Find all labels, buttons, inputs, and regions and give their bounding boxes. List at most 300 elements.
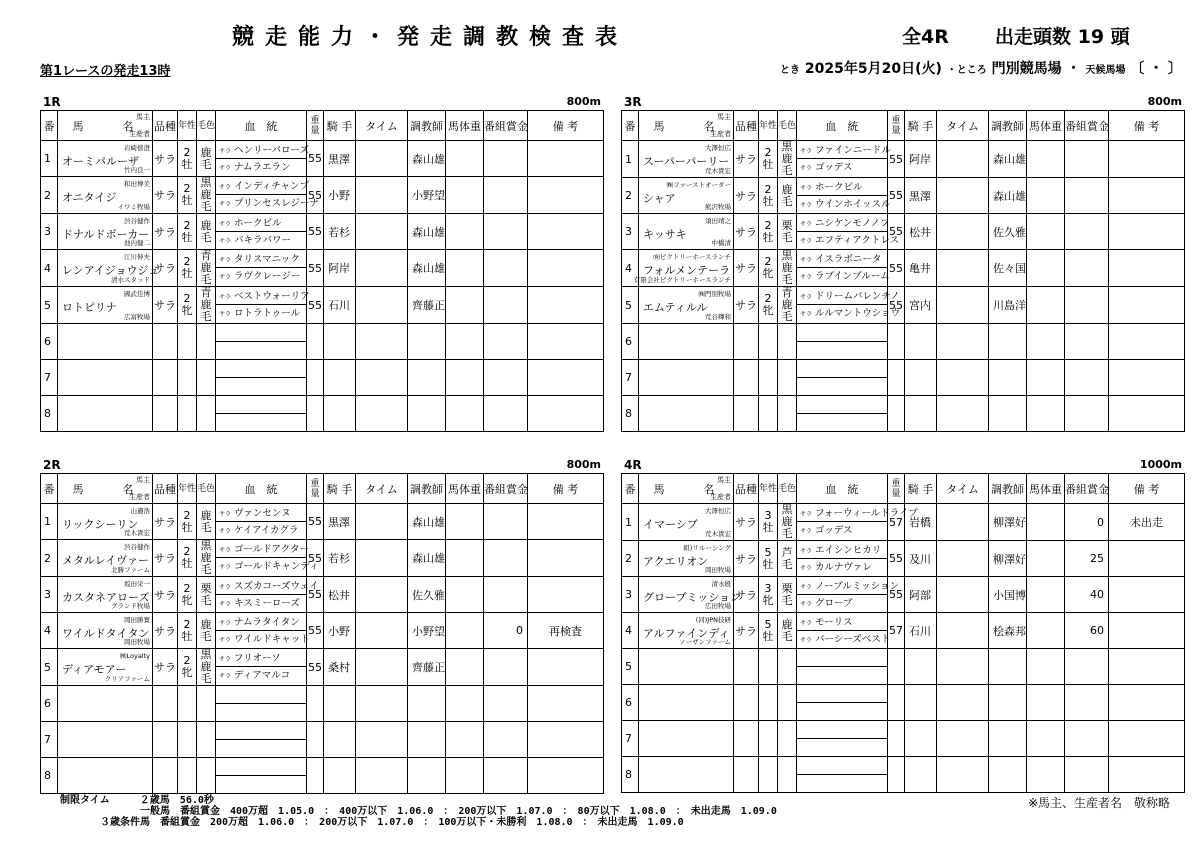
col-no: 番 — [41, 111, 58, 141]
table-row — [41, 722, 604, 758]
breeder-name: 荒木貴宏 — [705, 530, 731, 538]
trainer — [408, 686, 446, 722]
pedigree — [216, 396, 307, 432]
sex: 牡 — [181, 520, 193, 534]
post-number: 5 — [41, 649, 58, 686]
table-row — [41, 577, 604, 613]
table-row — [41, 214, 604, 250]
owner-name: 須田靖之 — [705, 217, 731, 225]
sex: 牡 — [762, 521, 774, 534]
sire-name: エイシンヒカリ — [815, 544, 882, 556]
table-row — [41, 324, 604, 360]
jockey: 松井 — [324, 577, 356, 613]
owner-name: 渋谷健作 — [124, 543, 150, 551]
prize — [484, 504, 528, 540]
col-breeder: 生産者 — [710, 130, 731, 138]
col-prize: 番組賞金 — [1065, 111, 1109, 141]
dam-line — [216, 595, 306, 612]
sire-breed: サラ — [800, 294, 813, 301]
sire-name: ゴールドアクター — [234, 544, 310, 555]
dam-name: ルルマントウショウ — [815, 308, 901, 319]
time-cell — [937, 541, 989, 577]
age-sex — [178, 396, 197, 432]
carried-weight: 55 — [307, 287, 324, 324]
date-label: とき — [780, 65, 800, 76]
owner-name: 岩崎僖澄 — [124, 144, 150, 152]
remark — [1109, 757, 1185, 793]
horse-name: オーミパルーザ — [62, 155, 139, 168]
remark — [528, 686, 604, 722]
remark — [528, 396, 604, 432]
sire-line — [216, 578, 319, 595]
col-breed: 品種 — [153, 111, 178, 141]
horse-cell — [58, 360, 153, 396]
carried-weight — [307, 722, 324, 758]
race-number: 1R — [43, 95, 61, 109]
carried-weight — [888, 360, 905, 396]
body-weight-cell — [446, 758, 484, 794]
prize — [484, 141, 528, 177]
time-cell — [937, 141, 989, 178]
sire-breed: サラ — [800, 257, 813, 264]
trainer: 齊藤正 — [408, 287, 446, 324]
coat-color — [778, 685, 797, 721]
body-weight-cell — [446, 177, 484, 214]
carried-weight — [307, 758, 324, 794]
dam-line — [216, 704, 306, 721]
breeder-name: 荒谷輝和 — [705, 313, 731, 321]
carried-weight — [888, 649, 905, 685]
pedigree — [797, 721, 888, 757]
race-number: 2R — [43, 458, 61, 472]
dam-name: ウインホイッスル — [815, 198, 891, 210]
col-horse — [639, 111, 734, 141]
table-row — [622, 214, 1185, 250]
dam-breed: サラ — [219, 564, 232, 571]
time-cell — [356, 686, 408, 722]
dam-line — [216, 378, 306, 395]
table-header — [41, 111, 604, 141]
sire-name: イスラボニータ — [815, 254, 882, 265]
body-weight-cell — [446, 649, 484, 686]
trainer: 森山雄 — [989, 178, 1027, 214]
body-weight-cell — [1027, 504, 1065, 541]
breed: サラ — [734, 504, 759, 541]
trainer: 森山雄 — [408, 214, 446, 250]
pedigree — [216, 141, 310, 177]
jockey: 阿部 — [905, 577, 937, 613]
breed: サラ — [734, 577, 759, 613]
breed: サラ — [153, 649, 178, 686]
age-sex — [178, 758, 197, 794]
age-sex — [178, 177, 197, 214]
jockey — [905, 649, 937, 685]
owner-name: 大澤恒広 — [705, 144, 731, 152]
race-header — [40, 94, 603, 110]
horse-name: イマーシブ — [643, 518, 698, 531]
sire-name: タリスマニック — [234, 254, 300, 265]
trainer: 森山雄 — [408, 141, 446, 177]
horse-cell — [639, 685, 734, 721]
pedigree — [797, 250, 888, 287]
body-weight-cell — [446, 214, 484, 250]
breed: サラ — [153, 214, 178, 250]
pedigree — [216, 214, 307, 250]
carried-weight: 57 — [888, 504, 905, 541]
col-time: タイム — [356, 474, 408, 504]
jockey: 石川 — [905, 613, 937, 649]
time-cell — [356, 577, 408, 613]
carried-weight: 55 — [307, 250, 324, 287]
remark — [1109, 287, 1185, 324]
post-number: 2 — [41, 540, 58, 577]
col-breed: 品種 — [734, 111, 759, 141]
table-row — [41, 649, 604, 686]
sex: 牡 — [181, 557, 193, 570]
horse-name: リックシーリン — [62, 518, 139, 531]
trainer: 柳澤好 — [989, 541, 1027, 577]
sire-breed: サラ — [800, 220, 813, 228]
trainer — [408, 722, 446, 758]
horse-cell — [639, 504, 734, 541]
coat-color: 青鹿毛 — [197, 287, 216, 324]
remark — [1109, 360, 1185, 396]
total-races: 全4R — [902, 26, 949, 48]
post-number: 8 — [41, 396, 58, 432]
age-sex — [178, 324, 197, 360]
dam-line — [216, 414, 306, 431]
race-header — [621, 457, 1184, 473]
breed: サラ — [153, 577, 178, 613]
sire-line — [216, 759, 306, 776]
age: 2 — [183, 218, 191, 232]
dam-breed: サラ — [219, 237, 232, 245]
sire-line — [797, 722, 887, 739]
coat-color: 黒鹿毛 — [197, 177, 216, 214]
table-row — [622, 757, 1185, 793]
table-row — [622, 541, 1185, 577]
horse-cell — [58, 758, 153, 794]
sire-line — [797, 758, 887, 775]
carried-weight — [307, 396, 324, 432]
post-number: 3 — [41, 577, 58, 613]
dam-name: ゴッデス — [815, 525, 853, 536]
sire-line — [797, 361, 887, 378]
jockey — [905, 721, 937, 757]
coat-color: 青鹿毛 — [778, 287, 797, 324]
dam-line — [797, 196, 891, 213]
sire-name: スズカコーズウェイ — [234, 580, 319, 592]
col-trainer: 調教師 — [408, 474, 446, 504]
time-cell — [937, 757, 989, 793]
sire-name: ナムラタイタン — [234, 616, 300, 628]
remark — [528, 758, 604, 794]
age-sex — [759, 178, 778, 214]
col-jockey: 騎 手 — [324, 111, 356, 141]
table-row — [622, 250, 1185, 287]
sire-name: ベストウォーリア — [234, 291, 310, 302]
sire-breed: サラ — [219, 583, 232, 591]
col-prize: 番組賞金 — [1065, 474, 1109, 504]
breed: サラ — [153, 540, 178, 577]
breed: サラ — [734, 613, 759, 649]
horse-cell — [58, 504, 153, 540]
remark — [528, 177, 604, 214]
body-weight-cell — [1027, 541, 1065, 577]
horse-name: ワイルドタイタン — [62, 627, 150, 640]
jockey — [324, 686, 356, 722]
body-weight-cell — [1027, 649, 1065, 685]
coat-color — [197, 324, 216, 360]
horse-cell — [58, 396, 153, 432]
breed — [153, 324, 178, 360]
breeder-name: 荒木貴宏 — [124, 529, 150, 537]
breed: サラ — [734, 287, 759, 324]
horse-cell — [58, 250, 160, 287]
table-row — [622, 504, 1185, 541]
table-row — [622, 287, 1185, 324]
coat-color — [778, 360, 797, 396]
owner-name: 岡田勝實 — [124, 616, 150, 624]
table-row — [41, 250, 604, 287]
age: 5 — [764, 545, 772, 559]
dam-name: パーシーズベスト — [815, 633, 891, 645]
coat-color: 栗毛 — [197, 577, 216, 613]
table-row — [622, 721, 1185, 757]
time-cell — [937, 178, 989, 214]
sire-breed: サラ — [219, 547, 232, 554]
sire-line — [216, 142, 310, 159]
age-sex — [178, 504, 197, 540]
body-weight-cell — [446, 250, 484, 287]
table-row — [41, 613, 604, 649]
breed: サラ — [153, 250, 178, 287]
jockey — [324, 396, 356, 432]
sire-name: ホークビル — [234, 217, 282, 229]
coat-color — [778, 757, 797, 793]
race-header — [621, 94, 1184, 110]
dam-name: プリンセスレジーナ — [234, 198, 319, 209]
race-number: 3R — [624, 95, 642, 109]
jockey — [905, 757, 937, 793]
age-sex — [178, 540, 197, 577]
prize — [484, 177, 528, 214]
body-weight-cell — [1027, 287, 1065, 324]
table-row — [622, 649, 1185, 685]
sire-line — [797, 288, 900, 305]
carried-weight: 55 — [888, 214, 905, 250]
col-prize: 番組賞金 — [484, 111, 528, 141]
trainer: 柳澤好 — [989, 504, 1027, 541]
col-horse — [639, 474, 734, 504]
breed — [734, 685, 759, 721]
horse-name: メタルレイヴァー — [62, 554, 150, 567]
body-weight-cell — [1027, 613, 1065, 649]
sex: 牝 — [181, 304, 193, 317]
time-cell — [356, 177, 408, 214]
prize — [1065, 141, 1109, 178]
post-number: 6 — [622, 685, 639, 721]
post-number: 3 — [41, 214, 58, 250]
sire-line — [797, 325, 887, 342]
coat-color: 青鹿毛 — [197, 250, 216, 287]
prize — [1065, 685, 1109, 721]
prize: 0 — [484, 613, 528, 649]
coat-color — [778, 649, 797, 685]
col-trainer: 調教師 — [408, 111, 446, 141]
breeder-name: クリアファーム — [104, 675, 150, 683]
body-weight-cell — [1027, 141, 1065, 178]
breed: サラ — [153, 141, 178, 177]
jockey: 若杉 — [324, 540, 356, 577]
dam-breed: サラ — [800, 274, 813, 281]
time-cell — [356, 360, 408, 396]
col-blood: 血 統 — [797, 111, 888, 141]
jockey: 若杉 — [324, 214, 356, 250]
sire-line — [797, 251, 887, 268]
horse-cell — [639, 214, 734, 250]
body-weight-cell — [446, 613, 484, 649]
time-limit-line: 制限タイム ２歳馬 56.0秒 — [60, 795, 214, 806]
post-number: 3 — [622, 214, 639, 250]
breed: サラ — [153, 613, 178, 649]
sex: 牡 — [762, 629, 774, 643]
coat-color: 栗毛 — [778, 577, 797, 613]
pedigree — [216, 613, 310, 649]
horse-cell — [58, 177, 153, 214]
coat-color — [197, 396, 216, 432]
post-number: 6 — [41, 686, 58, 722]
age-sex — [178, 250, 197, 287]
col-horse-label: 馬 名 — [653, 119, 729, 133]
horse-name: ロトピリナ — [62, 301, 117, 314]
owner-name: 山邉浩 — [130, 507, 150, 515]
sire-line — [216, 650, 306, 667]
sex: 牡 — [181, 157, 193, 171]
remark — [528, 250, 604, 287]
col-horse-label: 馬 名 — [653, 482, 729, 496]
remark — [1109, 396, 1185, 432]
dam-name: カルナヴァレ — [815, 561, 872, 573]
dam-breed: サラ — [800, 600, 813, 608]
race-place: 門別競馬場 ・ — [991, 61, 1081, 77]
sex: 牡 — [762, 158, 774, 171]
body-weight-cell — [1027, 324, 1065, 360]
trainer: 森山雄 — [408, 250, 446, 287]
col-color: 毛色 — [197, 111, 216, 141]
jockey — [324, 324, 356, 360]
time-cell — [356, 141, 408, 177]
post-number: 6 — [41, 324, 58, 360]
trainer: 齊藤正 — [408, 649, 446, 686]
dam-line — [216, 195, 319, 212]
breed: サラ — [153, 504, 178, 540]
coat-color — [778, 324, 797, 360]
sire-line — [216, 687, 306, 704]
sire-line — [797, 179, 887, 196]
sire-breed: サラ — [800, 511, 813, 518]
horse-cell — [639, 721, 734, 757]
owner-name: ㈱ファーストオーダー — [666, 181, 731, 189]
race-date: 2025年5月20日(火) — [804, 61, 942, 77]
sex: 牡 — [181, 267, 193, 280]
dam-name: グローブ — [815, 597, 853, 609]
prize — [484, 287, 528, 324]
time-cell — [937, 287, 989, 324]
trainer: 小野望 — [408, 613, 446, 649]
time-limits — [60, 795, 777, 828]
dam-line — [797, 559, 887, 576]
weather-label: 天候馬場 — [1085, 65, 1126, 76]
remark — [528, 577, 604, 613]
horse-name: カスタネアローズ — [62, 591, 150, 604]
dam-name: エフティアクトレス — [815, 234, 900, 246]
sire-name: ホークビル — [815, 181, 863, 193]
sire-name: ヘンリーバローズ — [234, 144, 310, 156]
carried-weight: 55 — [307, 141, 324, 177]
age-sex — [759, 757, 778, 793]
prize — [484, 649, 528, 686]
breed — [734, 396, 759, 432]
race-block — [621, 94, 1184, 432]
post-number: 8 — [622, 396, 639, 432]
prize — [484, 577, 528, 613]
horse-name: キッサキ — [643, 228, 687, 241]
horse-name: アクエリオン — [643, 555, 709, 568]
time-cell — [937, 214, 989, 250]
prize — [1065, 214, 1109, 250]
horse-name: グローブミッション — [643, 591, 742, 604]
sex: 牝 — [181, 593, 193, 607]
post-number: 8 — [622, 757, 639, 793]
dam-breed: サラ — [800, 165, 813, 172]
dam-line — [797, 378, 887, 395]
breed — [153, 722, 178, 758]
time-cell — [356, 504, 408, 540]
horse-cell — [639, 613, 734, 649]
age: 2 — [183, 508, 191, 522]
post-number: 7 — [41, 360, 58, 396]
age: 2 — [183, 654, 191, 667]
time-cell — [937, 324, 989, 360]
jockey: 黒澤 — [324, 504, 356, 540]
pedigree — [797, 360, 888, 396]
col-body-weight: 馬体重 — [1027, 474, 1065, 504]
table-row — [41, 141, 604, 177]
body-weight-cell — [1027, 757, 1065, 793]
dam-name: ケイアイカグラ — [234, 524, 299, 536]
remark — [1109, 685, 1185, 721]
prize — [484, 686, 528, 722]
prize — [1065, 396, 1109, 432]
dam-line — [216, 268, 306, 285]
post-number: 1 — [622, 504, 639, 541]
post-number: 7 — [41, 722, 58, 758]
coat-color: 芦毛 — [778, 541, 797, 577]
post-number: 5 — [41, 287, 58, 324]
race-header — [40, 457, 603, 473]
age-sex — [178, 360, 197, 396]
breed — [734, 757, 759, 793]
body-weight-cell — [1027, 214, 1065, 250]
horse-name: オニタイジ — [62, 191, 117, 204]
coat-color: 鹿毛 — [197, 504, 216, 540]
breed: サラ — [734, 178, 759, 214]
col-owner: 馬主 — [717, 113, 731, 121]
horse-cell — [58, 649, 153, 686]
body-weight-cell — [446, 722, 484, 758]
sire-line — [216, 397, 306, 414]
